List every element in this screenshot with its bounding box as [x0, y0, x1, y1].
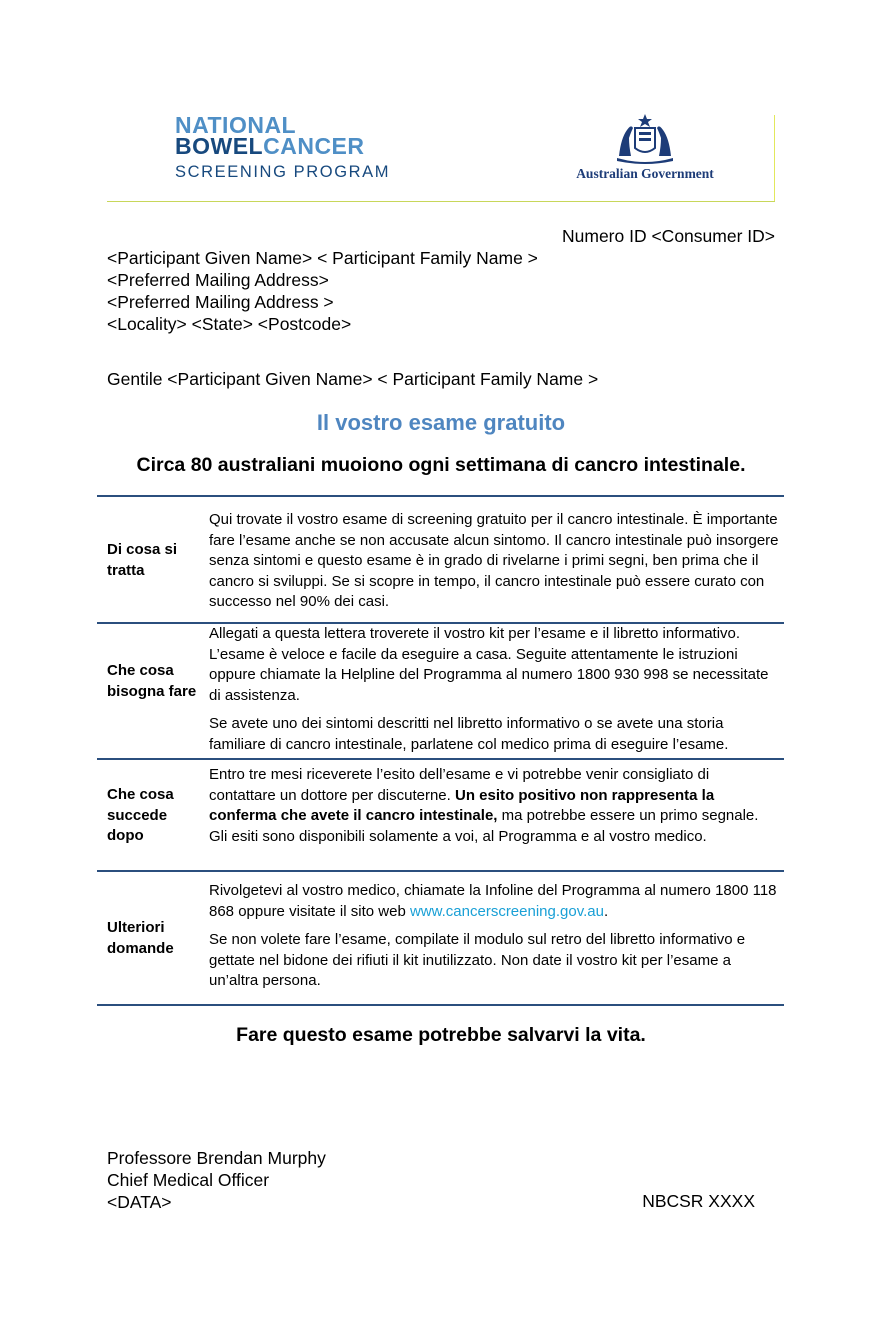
coat-of-arms-icon: [609, 112, 681, 164]
logo-line-national: NATIONAL: [175, 112, 297, 138]
row-questions-paragraph-1: [209, 881, 779, 922]
row-content-next: [209, 765, 779, 847]
logo-line-screening: SCREENING PROGRAM: [175, 163, 391, 181]
logo-line-bowel-cancer: [175, 133, 390, 159]
salutation: Gentile <Participant Given Name> < Participant Family Name >: [107, 369, 599, 389]
consumer-id: Numero ID <Consumer ID>: [562, 226, 775, 246]
logo-word-cancer: CANCER: [263, 133, 365, 159]
logo-word-bowel: BOWEL: [175, 133, 264, 159]
row-next-paragraph: [209, 765, 779, 847]
table-rule-2: [97, 758, 784, 760]
closing-statement: Fare questo esame potrebbe salvarvi la vita.: [236, 1024, 646, 1046]
row-questions-paragraph-2: Se non volete fare l’esame, compilate il modulo sul retro del libretto informativo e gettate nel bidone dei rifiuti il kit inutilizzato. Non date il vostro kit per l’esame a un’altra persona.: [209, 931, 746, 989]
address-line-2: <Preferred Mailing Address>: [107, 270, 329, 290]
table-rule-bottom: [97, 1004, 784, 1006]
row-label-what: Di cosa si tratta: [107, 541, 178, 579]
row-label-questions: Ulteriori domande: [107, 919, 174, 957]
australian-government-logo: [570, 112, 720, 182]
signature-name: Professore Brendan Murphy: [107, 1148, 326, 1168]
header-divider: [107, 201, 775, 202]
address-line-4: <Locality> <State> <Postcode>: [107, 314, 352, 334]
row-content-what: [209, 510, 779, 613]
row-content-todo: [209, 624, 779, 755]
row-label-todo: Che cosa bisogna fare: [107, 662, 197, 700]
letter-title: Il vostro esame gratuito: [316, 410, 566, 435]
address-line-3: <Preferred Mailing Address >: [107, 292, 334, 312]
address-line-1: <Participant Given Name> < Participant Family Name >: [107, 248, 538, 268]
website-link[interactable]: www.cancerscreening.gov.au: [409, 902, 604, 920]
row-label-next: Che cosa succede dopo: [107, 786, 174, 844]
gov-logo-text: Australian Government: [576, 166, 714, 181]
row-todo-paragraph-2: Se avete uno dei sintomi descritti nel libretto informativo o se avete una storia familiare di cancro intestinale, parlatene col medico prima di eseguire l’esame.: [209, 715, 729, 753]
row-what-paragraph: Qui trovate il vostro esame di screening gratuito per il cancro intestinale. È importante fare l’esame anche se non accusate alcun sintomo. Il cancro intestinale può insorgere senza sintomi e questo esame è in grado di rivelarne i primi segni, ben prima che il cancro si sviluppi. Se si scopre in tempo, il cancro intestinale può essere curato con successo nel 90% dei casi.: [209, 511, 779, 610]
row-questions-text-a: Rivolgetevi al vostro medico, chiamate la Infoline del Programma al numero 1800 118 868 oppure visitate il sito web: [209, 882, 777, 920]
row-content-questions: [209, 881, 779, 992]
table-rule-top: [97, 495, 784, 497]
row-todo-paragraph-1: Allegati a questa lettera troverete il vostro kit per l’esame e il libretto informativo. L’esame è veloce e facile da eseguire a casa. Seguite attentamente le istruzioni oppure chiamate la Helpline del Programma al numero 1800 930 998 se necessitate di assistenza.: [209, 625, 769, 704]
row-next-text-bold: Un esito positivo non rappresenta la conferma che avete il cancro intestinale,: [209, 786, 715, 824]
signature-role: Chief Medical Officer: [107, 1170, 270, 1190]
header-vertical-divider: [774, 115, 775, 201]
letter-subtitle: Circa 80 australiani muoiono ogni settimana di cancro intestinale.: [136, 454, 746, 476]
row-next-text-a: Entro tre mesi riceverete l’esito dell’esame e vi potrebbe venir consigliato di contattare un dottore per discuterne.: [209, 766, 710, 804]
nbcsp-logo: [175, 112, 391, 182]
reference-code: NBCSR XXXX: [642, 1191, 755, 1211]
table-rule-3: [97, 870, 784, 872]
signature-date: <DATA>: [107, 1192, 172, 1212]
row-next-text-c: ma potrebbe essere un primo segnale. Gli esiti sono disponibili solamente a voi, al Programma e al vostro medico.: [209, 807, 759, 845]
row-questions-text-c: .: [603, 902, 609, 920]
